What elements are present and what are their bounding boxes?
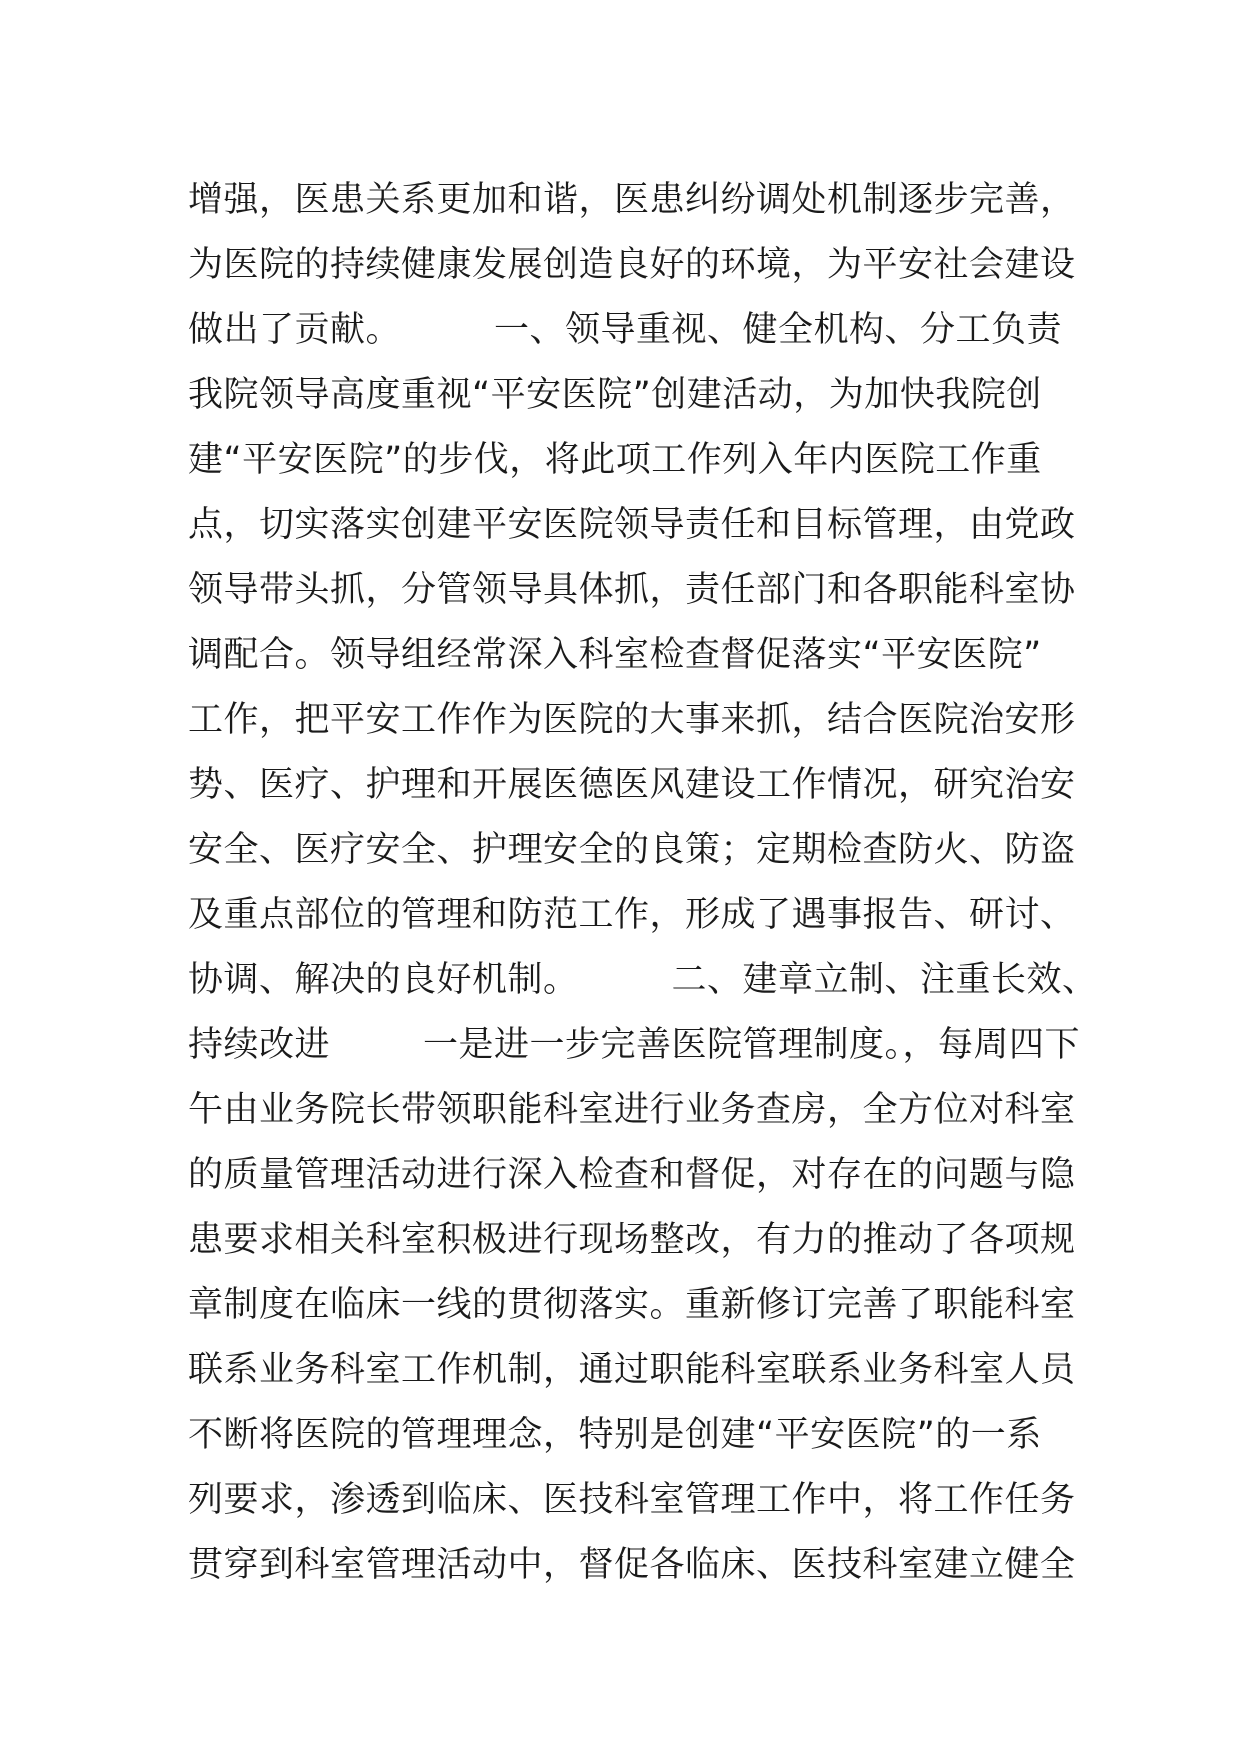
text-line: 增强，医患关系更加和谐，医患纠纷调处机制逐步完善， <box>188 180 1076 220</box>
text-line: 持续改进 一是进一步完善医院管理制度。，每周四下 <box>188 1025 1081 1065</box>
text-line: 不断将医院的管理理念，特别是创建“平安医院”的一系 <box>188 1415 1042 1455</box>
text-line: 调配合。领导组经常深入科室检查督促落实“平安医院” <box>188 635 1042 675</box>
text-line: 患要求相关科室积极进行现场整改，有力的推动了各项规 <box>188 1220 1076 1260</box>
text-line: 点，切实落实创建平安医院领导责任和目标管理，由党政 <box>188 505 1076 545</box>
text-line: 做出了贡献。 一、领导重视、健全机构、分工负责 <box>188 310 1063 350</box>
text-line: 协调、解决的良好机制。 二、建章立制、注重长效、 <box>188 960 1098 1000</box>
text-line: 贯穿到科室管理活动中，督促各临床、医技科室建立健全 <box>188 1545 1076 1585</box>
text-line: 为医院的持续健康发展创造良好的环境，为平安社会建设 <box>188 245 1076 285</box>
text-line: 领导带头抓，分管领导具体抓，责任部门和各职能科室协 <box>188 570 1076 610</box>
text-line: 的质量管理活动进行深入检查和督促，对存在的问题与隐 <box>188 1155 1076 1195</box>
text-line: 章制度在临床一线的贯彻落实。重新修订完善了职能科室 <box>188 1285 1076 1325</box>
text-line: 午由业务院长带领职能科室进行业务查房，全方位对科室 <box>188 1090 1076 1130</box>
text-line: 及重点部位的管理和防范工作，形成了遇事报告、研讨、 <box>188 895 1076 935</box>
text-line: 联系业务科室工作机制，通过职能科室联系业务科室人员 <box>188 1350 1076 1390</box>
body-text <box>188 168 1098 1598</box>
text-line: 工作，把平安工作作为医院的大事来抓，结合医院治安形 <box>188 700 1076 740</box>
text-line: 我院领导高度重视“平安医院”创建活动，为加快我院创 <box>188 375 1042 415</box>
text-line: 势、医疗、护理和开展医德医风建设工作情况，研究治安 <box>188 765 1076 805</box>
text-line: 建“平安医院”的步伐，将此项工作列入年内医院工作重 <box>188 440 1042 480</box>
text-line: 安全、医疗安全、护理安全的良策；定期检查防火、防盗 <box>188 830 1076 870</box>
text-line: 列要求，渗透到临床、医技科室管理工作中，将工作任务 <box>188 1480 1076 1520</box>
